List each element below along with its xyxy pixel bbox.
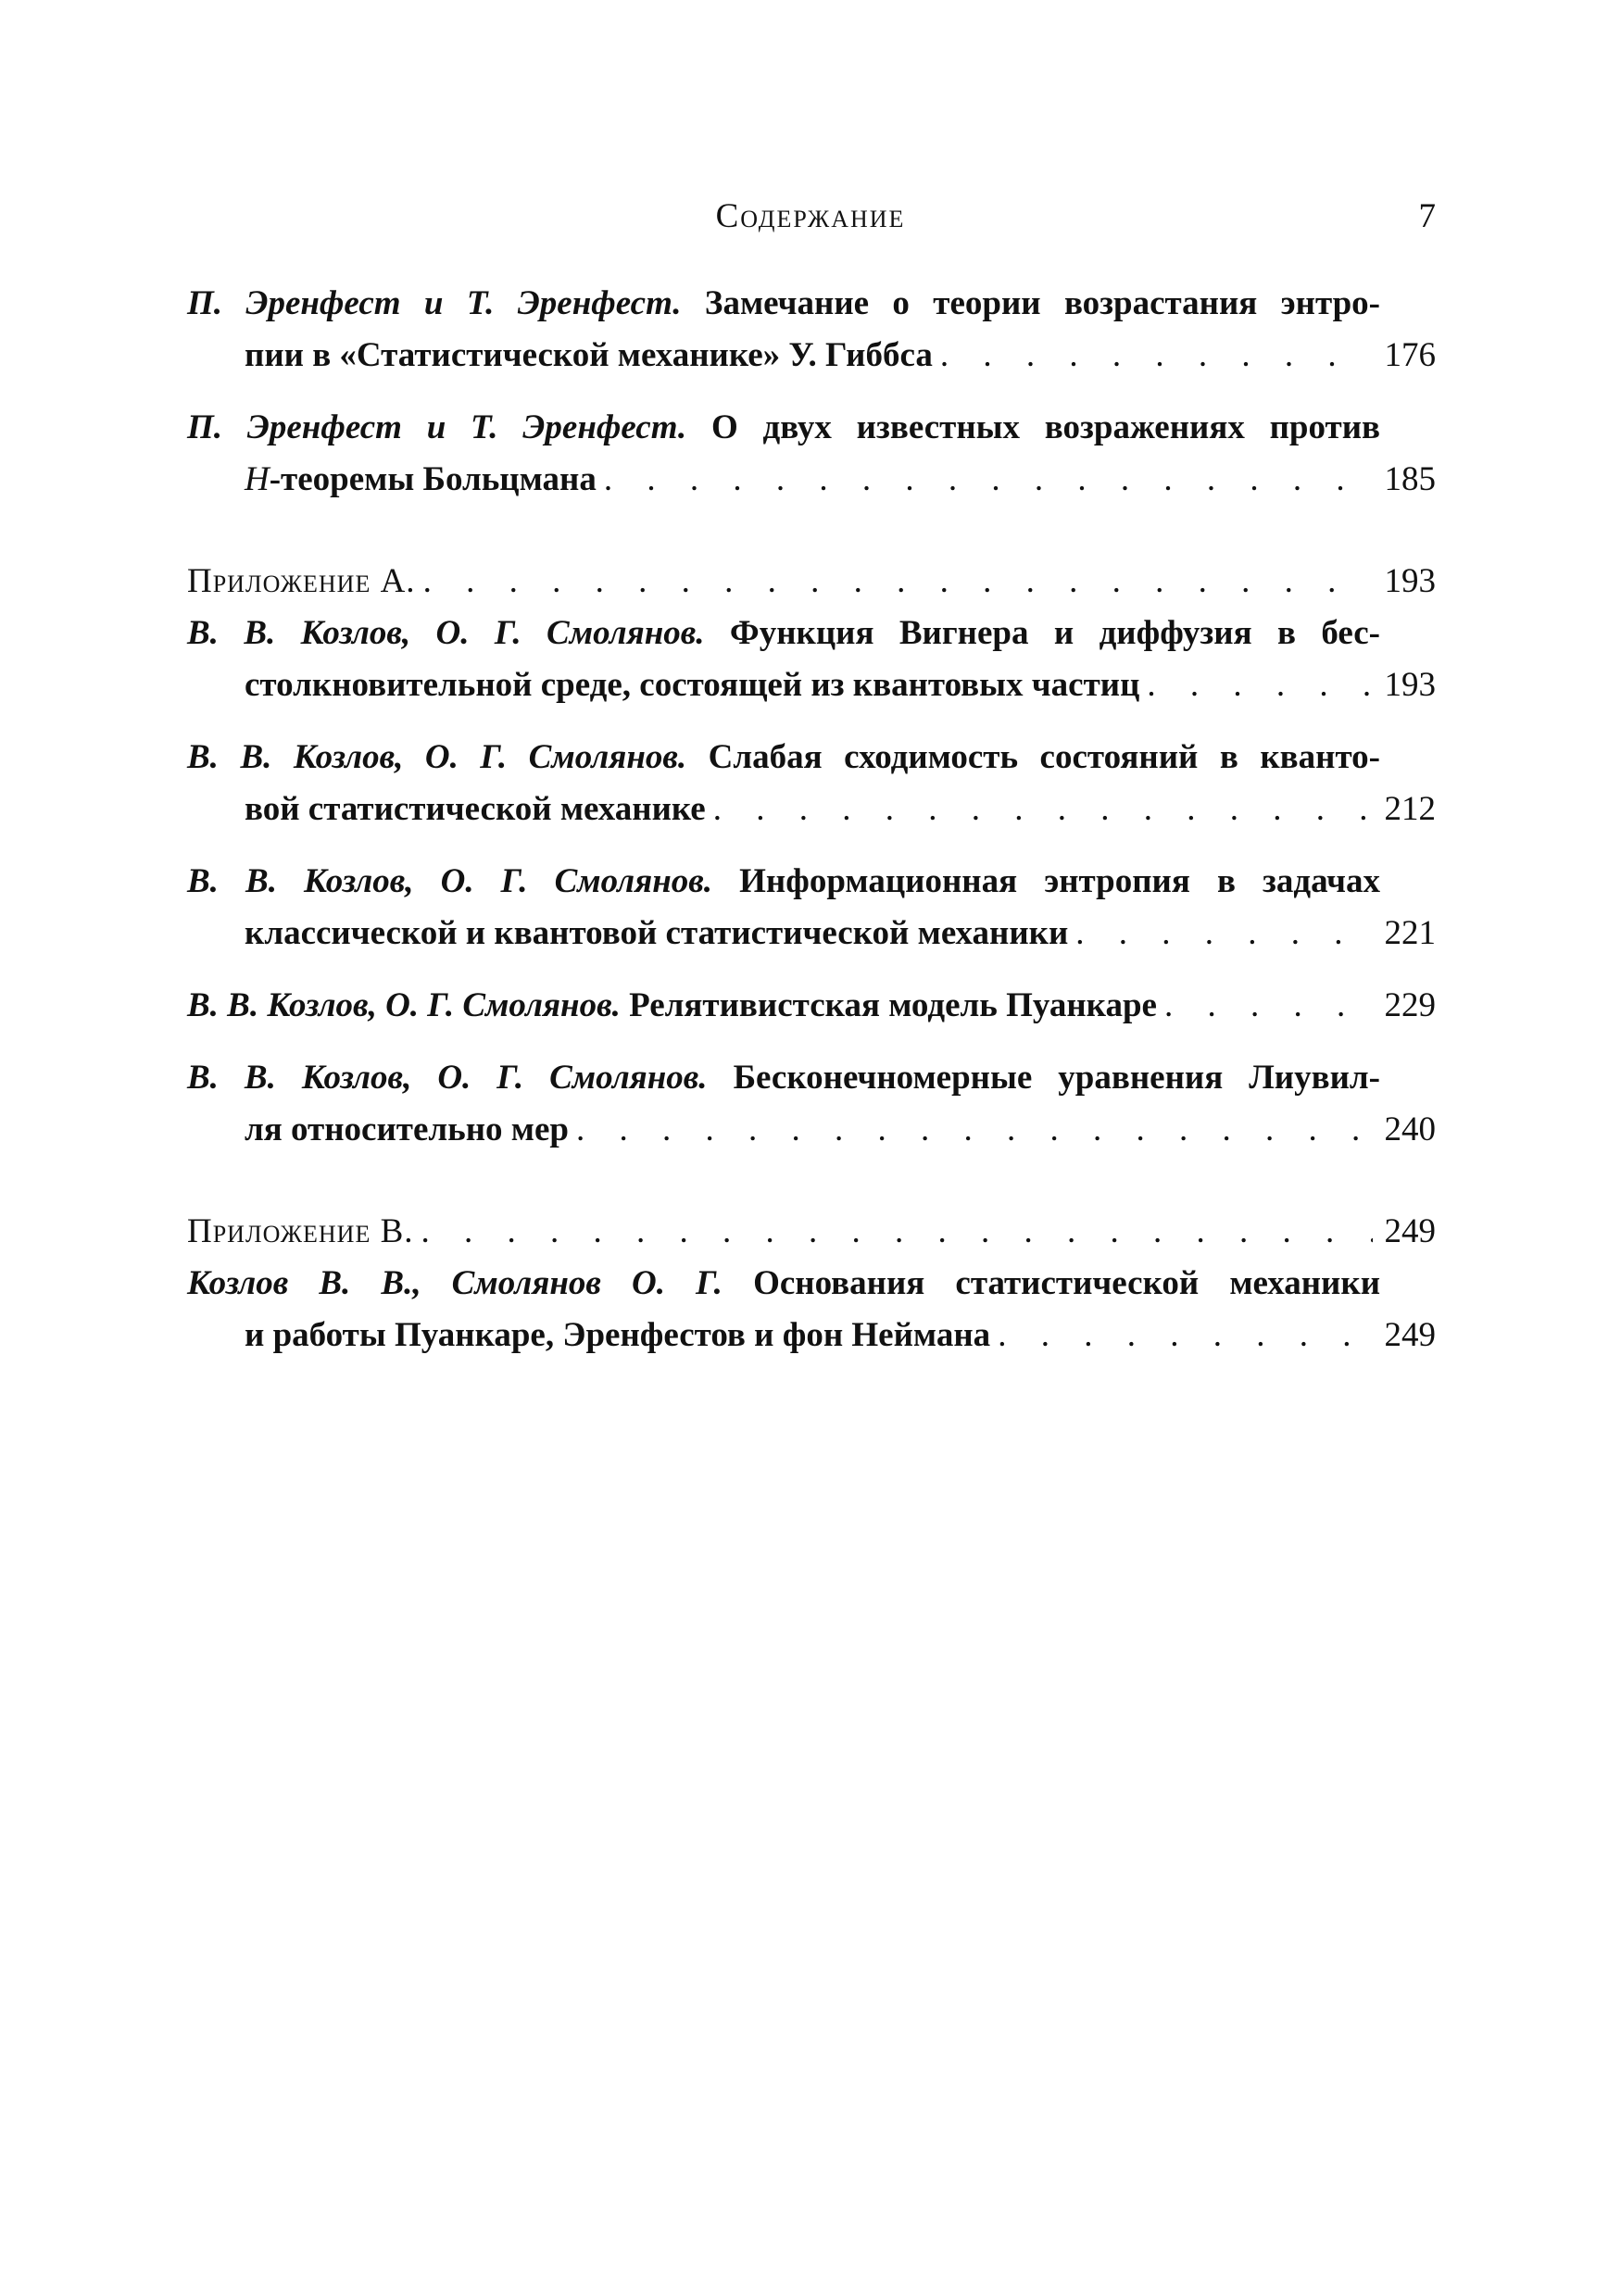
section-gap: [187, 1176, 1436, 1206]
toc-entry-authors: П. Эренфест и Т. Эренфест.: [187, 408, 687, 446]
toc-entry[interactable]: [187, 856, 1436, 960]
appendix-b-heading[interactable]: [187, 1206, 1436, 1258]
appendix-title: Приложение А.: [187, 562, 416, 600]
toc-entry-line2: [187, 454, 1436, 506]
page-number: 7: [1418, 197, 1436, 235]
toc-page-number: 240: [1384, 1110, 1436, 1148]
toc-entry-authors: В. В. Козлов, О. Г. Смолянов.: [187, 614, 705, 652]
toc-entry-title: Релятивистская модель Пуанкаре: [629, 986, 1157, 1024]
table-of-contents: [187, 278, 1436, 1382]
toc-entry-title: Замечание о теории возрастания энтро-: [704, 284, 1380, 322]
toc-entry-title-rest: -теоремы Больцмана: [269, 460, 597, 498]
toc-entry-title: О двух известных возражениях против: [710, 408, 1381, 446]
toc-entry-title-cont: ля относительно мер: [245, 1110, 569, 1148]
toc-entry-title: Бесконечномерные уравнения Лиувил-: [733, 1059, 1380, 1097]
appendix-a-heading[interactable]: [187, 556, 1436, 608]
toc-entry-authors: П. Эренфест и Т. Эренфест.: [187, 284, 682, 322]
dot-leader: [1147, 659, 1373, 711]
toc-entry-title-cont: столкновительной среде, состоящей из квантовых частиц: [245, 666, 1140, 704]
toc-page-number: 212: [1384, 790, 1436, 828]
dot-leader: [1075, 908, 1373, 960]
toc-entry-line1: [187, 1258, 1436, 1310]
toc-entry-line1: [187, 856, 1436, 908]
toc-entry-title: Основания статистической механики: [753, 1264, 1381, 1302]
toc-entry-authors: В. В. Козлов, О. Г. Смолянов.: [187, 738, 687, 776]
toc-entry[interactable]: [187, 980, 1436, 1032]
dot-leader: [421, 1206, 1373, 1258]
toc-entry-title-cont: и работы Пуанкаре, Эренфестов и фон Неймана: [245, 1316, 991, 1354]
toc-entry-authors: Козлов В. В., Смолянов О. Г.: [187, 1264, 723, 1302]
appendix-title: Приложение В.: [187, 1212, 414, 1250]
toc-entry-title: Слабая сходимость состояний в кванто-: [708, 738, 1380, 776]
toc-entry-line2: [187, 784, 1436, 835]
toc-entry-line1: [187, 732, 1436, 784]
section-gap: [187, 526, 1436, 556]
toc-page-number: 249: [1384, 1212, 1436, 1250]
toc-page-number: 221: [1384, 914, 1436, 952]
toc-entry-authors: В. В. Козлов, О. Г. Смолянов.: [187, 1059, 708, 1097]
toc-entry[interactable]: [187, 732, 1436, 835]
dot-leader: [423, 556, 1373, 608]
toc-page-number: 176: [1384, 336, 1436, 374]
dot-leader: [576, 1104, 1373, 1156]
toc-entry-line1: [187, 980, 1157, 1032]
toc-entry-line1: [187, 608, 1436, 659]
toc-page-number: 229: [1384, 986, 1436, 1024]
toc-entry[interactable]: [187, 1052, 1436, 1156]
toc-entry-line2: [187, 659, 1436, 711]
toc-entry-line2: [187, 330, 1436, 382]
toc-entry[interactable]: [187, 278, 1436, 382]
h-symbol: H: [245, 460, 270, 498]
dot-leader: [1164, 980, 1373, 1032]
dot-leader: [940, 330, 1373, 382]
toc-entry-line1: [187, 1052, 1436, 1104]
toc-entry-authors: В. В. Козлов, О. Г. Смолянов.: [187, 862, 713, 900]
toc-entry[interactable]: [187, 608, 1436, 711]
toc-entry-title-cont: [245, 454, 597, 506]
toc-entry-title-cont: пии в «Статистической механике» У. Гиббса: [245, 336, 933, 374]
toc-entry-title-cont: классической и квантовой статистической механики: [245, 914, 1069, 952]
toc-entry-authors: В. В. Козлов, О. Г. Смолянов.: [187, 986, 621, 1024]
toc-entry-line2: [187, 1104, 1436, 1156]
toc-entry-line2: [187, 1310, 1436, 1361]
toc-entry[interactable]: [187, 1258, 1436, 1361]
toc-page-number: 249: [1384, 1316, 1436, 1354]
toc-page-number: 185: [1384, 460, 1436, 498]
toc-entry-title: Информационная энтропия в задачах: [739, 862, 1381, 900]
toc-page-number: 193: [1384, 562, 1436, 600]
dot-leader: [998, 1310, 1373, 1361]
toc-entry-line1: [187, 402, 1436, 454]
dot-leader: [604, 454, 1373, 506]
toc-entry-line1: [187, 278, 1436, 330]
dot-leader: [713, 784, 1373, 835]
toc-page-number: 193: [1384, 666, 1436, 704]
toc-entry-line2: [187, 908, 1436, 960]
running-header-title: Содержание: [715, 197, 906, 235]
toc-entry[interactable]: [187, 402, 1436, 506]
toc-entry-title-cont: вой статистической механике: [245, 790, 706, 828]
toc-entry-title: Функция Вигнера и диффузия в бес-: [729, 614, 1380, 652]
